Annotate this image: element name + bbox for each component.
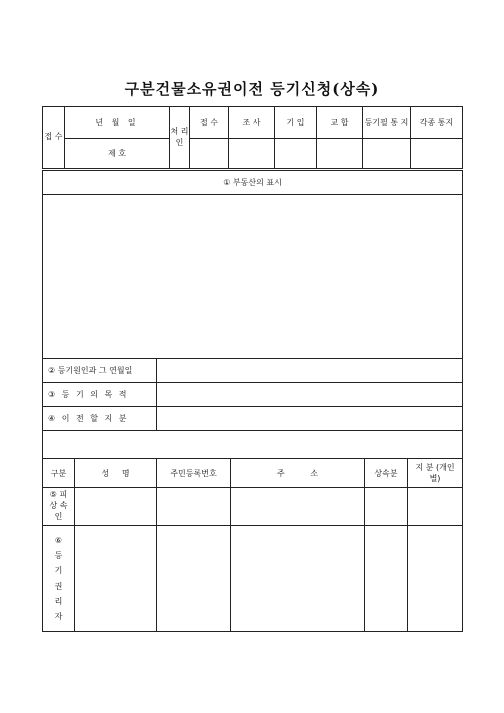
col-address: 주 소	[231, 459, 365, 488]
application-table	[42, 170, 463, 632]
cause-label: ② 등기원인과 그 연월일	[43, 359, 157, 383]
cell-entry[interactable]	[275, 139, 317, 169]
col-category: 구분	[43, 459, 75, 488]
col-verify: 교 합	[317, 107, 363, 139]
share-label: ④ 이 전 할 지 분	[43, 407, 157, 431]
heir-label: ⑥ 등 기 권 리 자	[43, 526, 75, 632]
heir-name[interactable]	[75, 526, 157, 632]
decedent-id[interactable]	[157, 488, 231, 526]
cause-field[interactable]	[157, 359, 463, 383]
receipt-table	[42, 106, 463, 169]
property-header: ① 부동산의 표시	[43, 171, 463, 195]
col-share: 지 분 (개인별)	[408, 459, 463, 488]
col-receipt: 접 수	[190, 107, 229, 139]
heir-address[interactable]	[231, 526, 365, 632]
receipt-label: 접 수	[43, 107, 65, 169]
share-field[interactable]	[157, 407, 463, 431]
col-inheritance-share: 상속분	[365, 459, 408, 488]
cell-receipt[interactable]	[190, 139, 229, 169]
heir-id[interactable]	[157, 526, 231, 632]
decedent-address[interactable]	[231, 488, 365, 526]
process-label: 처 리 인	[170, 107, 190, 169]
decedent-label: ⑤ 피상 속인	[43, 488, 75, 526]
heir-inheritance[interactable]	[365, 526, 408, 632]
col-various: 각종 통지	[411, 107, 463, 139]
decedent-name[interactable]	[75, 488, 157, 526]
col-id-number: 주민등록번호	[157, 459, 231, 488]
col-entry: 기 입	[275, 107, 317, 139]
col-inspect: 조 사	[229, 107, 275, 139]
heir-share[interactable]	[408, 526, 463, 632]
cell-inspect[interactable]	[229, 139, 275, 169]
purpose-field[interactable]	[157, 383, 463, 407]
property-description-field[interactable]	[43, 195, 463, 359]
blank-row[interactable]	[43, 431, 463, 459]
decedent-inheritance[interactable]	[365, 488, 408, 526]
cell-various[interactable]	[411, 139, 463, 169]
col-notice: 등기필 통 지	[363, 107, 411, 139]
purpose-label: ③ 등 기 의 목 적	[43, 383, 157, 407]
decedent-share[interactable]	[408, 488, 463, 526]
document-title: 구분건물소유권이전 등기신청(상속)	[124, 80, 380, 98]
col-name: 성 명	[75, 459, 157, 488]
number-label: 제 호	[65, 139, 170, 169]
cell-notice[interactable]	[363, 139, 411, 169]
cell-verify[interactable]	[317, 139, 363, 169]
date-label: 년 월 일	[65, 107, 170, 139]
